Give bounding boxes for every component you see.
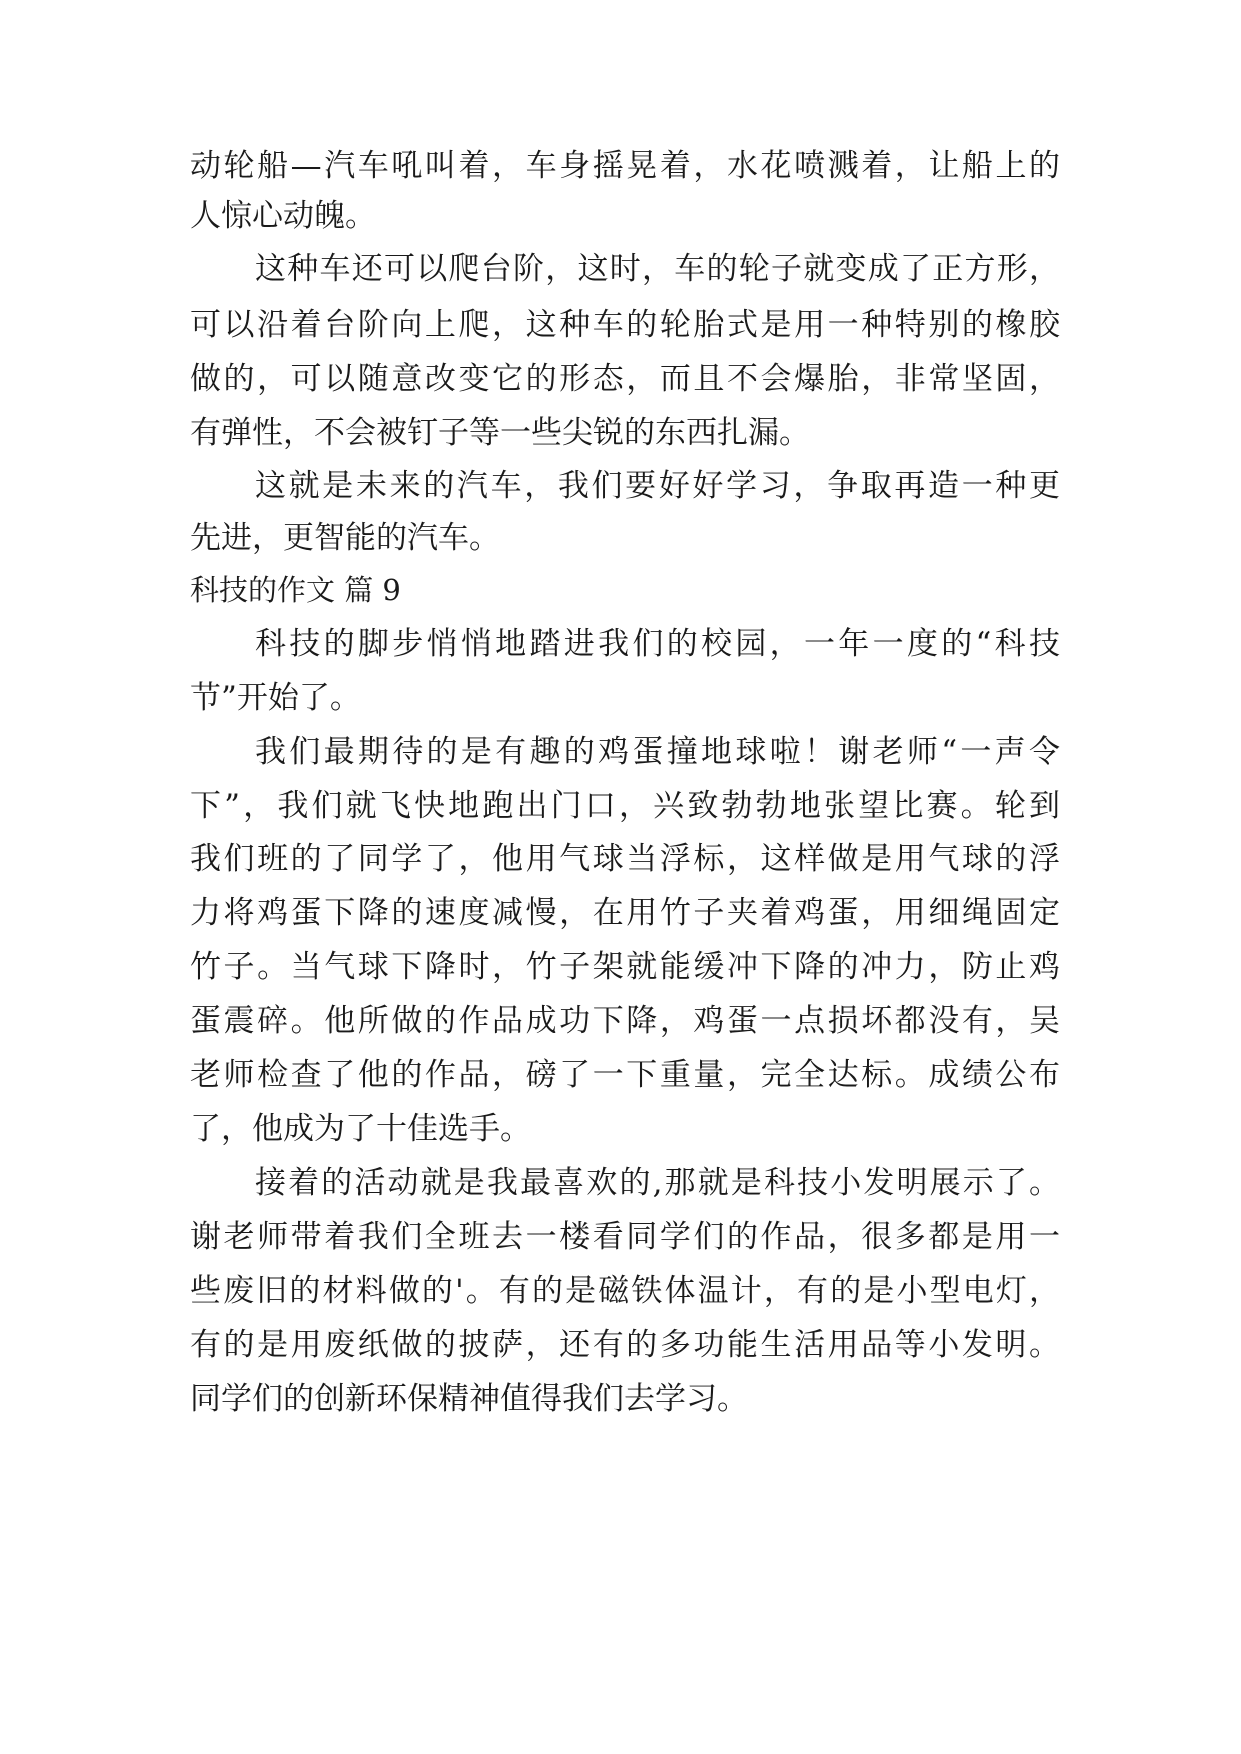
text-line: 我们最期待的是有趣的鸡蛋撞地球啦！谢老师“一声令 bbox=[255, 734, 1060, 770]
text-line: 蛋震碎。他所做的作品成功下降，鸡蛋一点损坏都没有，吴 bbox=[190, 1003, 1060, 1039]
text-line: 接着的活动就是我最喜欢的,那就是科技小发明展示了。 bbox=[255, 1165, 1060, 1201]
text-line: 谢老师带着我们全班去一楼看同学们的作品，很多都是用一 bbox=[190, 1219, 1060, 1255]
text-line: 可以沿着台阶向上爬，这种车的轮胎式是用一种特别的橡胶 bbox=[190, 307, 1060, 343]
text-line: 了，他成为了十佳选手。 bbox=[190, 1111, 531, 1147]
text-line: 这就是未来的汽车，我们要好好学习，争取再造一种更 bbox=[255, 468, 1060, 504]
text-line: 先进，更智能的汽车。 bbox=[190, 520, 500, 556]
text-line: 人惊心动魄。 bbox=[190, 198, 376, 234]
section-heading: 科技的作文 篇 9 bbox=[190, 573, 401, 607]
text-line: 有的是用废纸做的披萨，还有的多功能生活用品等小发明。 bbox=[190, 1327, 1060, 1363]
text-line: 节”开始了。 bbox=[190, 680, 361, 716]
text-line: 这种车还可以爬台阶，这时，车的轮子就变成了正方形， bbox=[255, 251, 1060, 287]
text-line: 老师检查了他的作品，磅了一下重量，完全达标。成绩公布 bbox=[190, 1057, 1060, 1093]
text-line: 我们班的了同学了，他用气球当浮标，这样做是用气球的浮 bbox=[190, 841, 1060, 877]
text-line: 动轮船—汽车吼叫着，车身摇晃着，水花喷溅着，让船上的 bbox=[190, 148, 1060, 184]
text-line: 些废旧的材料做的'。有的是磁铁体温计，有的是小型电灯， bbox=[190, 1273, 1060, 1309]
text-line: 做的，可以随意改变它的形态，而且不会爆胎，非常坚固， bbox=[190, 361, 1060, 397]
text-line: 下”，我们就飞快地跑出门口，兴致勃勃地张望比赛。轮到 bbox=[190, 788, 1060, 824]
text-line: 力将鸡蛋下降的速度减慢，在用竹子夹着鸡蛋，用细绳固定 bbox=[190, 895, 1060, 931]
text-line: 竹子。当气球下降时，竹子架就能缓冲下降的冲力，防止鸡 bbox=[190, 949, 1060, 985]
text-line: 科技的脚步悄悄地踏进我们的校园，一年一度的“科技 bbox=[255, 626, 1060, 662]
text-line: 同学们的创新环保精神值得我们去学习。 bbox=[190, 1381, 748, 1417]
text-line: 有弹性，不会被钉子等一些尖锐的东西扎漏。 bbox=[190, 415, 810, 451]
